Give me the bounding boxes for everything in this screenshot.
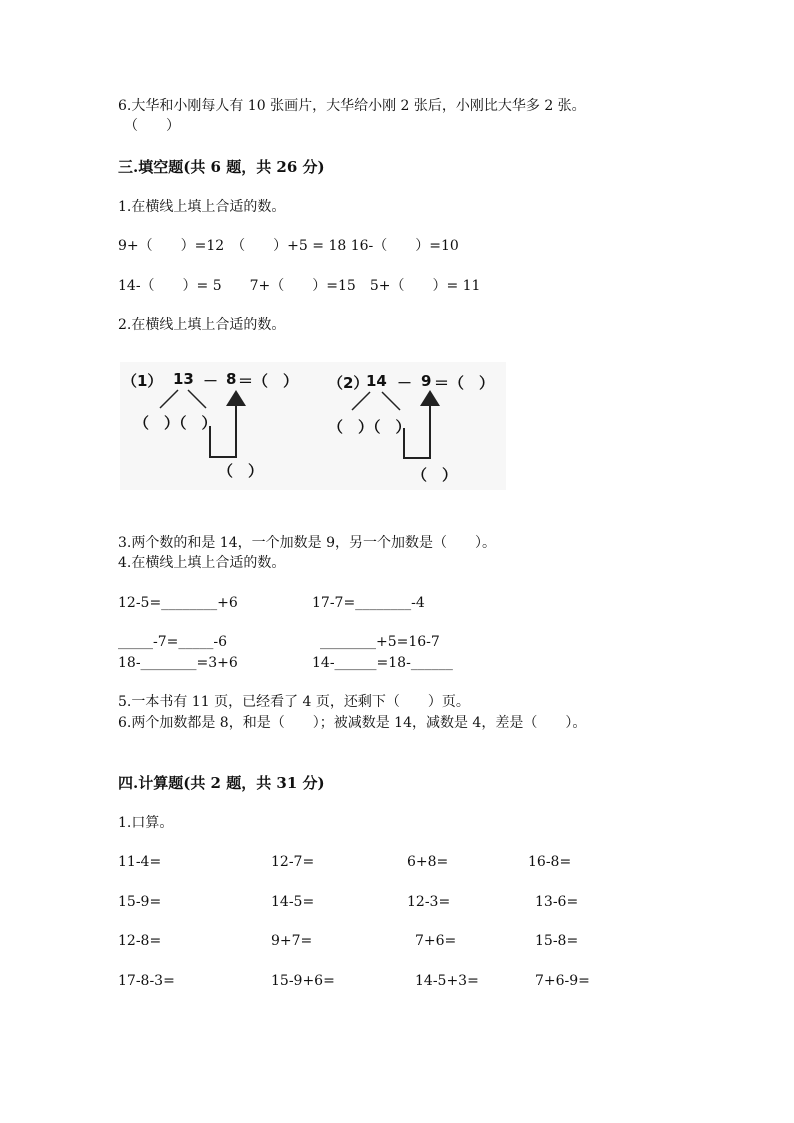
section-3-q1-prompt: 1.在横线上填上合适的数。 [118, 199, 286, 215]
oral-calc-item[interactable]: 14-5+3= [415, 973, 479, 989]
oral-calc-item[interactable]: 12-3= [407, 894, 451, 910]
judge-question-6: 6.大华和小刚每人有 10 张画片，大华给小刚 2 张后，小刚比大华多 2 张。 [118, 98, 586, 114]
figure-right-minuend: 14 [366, 372, 387, 390]
section-3-q1-row-2[interactable]: 14-（ ）= 5 7+（ ）=15 5+（ ）= 11 [118, 278, 481, 294]
section-3-q1-row-1[interactable]: 9+（ ）=12 （ ）+5 = 18 16-（ ）=10 [118, 238, 459, 254]
figure-right-split-blanks[interactable]: （ ）（ ） [328, 418, 411, 436]
oral-calc-item[interactable]: 9+7= [271, 933, 313, 949]
section-3-q3[interactable]: 3.两个数的和是 14，一个加数是 9，另一个加数是（ ）。 [118, 535, 496, 551]
section-3-q6[interactable]: 6.两个加数都是 8，和是（ ）；被减数是 14，减数是 4，差是（ ）。 [118, 715, 587, 731]
oral-calc-item[interactable]: 7+6= [415, 933, 457, 949]
section-4-q1-prompt: 1.口算。 [118, 815, 174, 831]
oral-calc-item[interactable]: 14-5= [271, 894, 315, 910]
figure-right-operator: － [397, 374, 413, 392]
left-branch-line-2 [188, 390, 206, 408]
oral-calc-item[interactable]: 17-8-3= [118, 973, 175, 989]
right-branch-line-1 [352, 392, 370, 410]
oral-calc-item[interactable]: 15-9+6= [271, 973, 335, 989]
oral-calc-item[interactable]: 15-8= [535, 933, 579, 949]
section-3-q4-r3c2[interactable]: 14-______=18-______ [312, 655, 453, 671]
section-3-q4-r3c1[interactable]: 18-________=3+6 [118, 655, 238, 671]
oral-calc-item[interactable]: 12-8= [118, 933, 162, 949]
section-3-q4-prompt: 4.在横线上填上合适的数。 [118, 555, 286, 571]
oral-calc-item[interactable]: 7+6-9= [535, 973, 590, 989]
section-3-heading: 三.填空题(共 6 题，共 26 分) [118, 158, 325, 176]
figure-left-operator: － [203, 372, 219, 390]
section-3-q4-r1c2[interactable]: 17-7=________-4 [312, 595, 425, 611]
subtraction-decomposition-figure [120, 362, 506, 490]
section-3-q5[interactable]: 5.一本书有 11 页，已经看了 4 页，还剩下（ ）页。 [118, 694, 470, 710]
figure-left-subtrahend: 8 [226, 370, 237, 388]
oral-calc-item[interactable]: 13-6= [535, 894, 579, 910]
oral-calc-item[interactable]: 6+8= [407, 854, 449, 870]
figure-right-subtrahend: 9 [421, 372, 432, 390]
oral-calc-item[interactable]: 11-4= [118, 854, 162, 870]
section-3-q4-r1c1[interactable]: 12-5=________+6 [118, 595, 238, 611]
left-branch-line-1 [160, 390, 178, 408]
figure-left-label: （1） [122, 372, 163, 390]
judge-question-6-answer-blank[interactable]: （ ） [124, 118, 180, 134]
section-4-heading: 四.计算题(共 2 题，共 31 分) [118, 774, 325, 792]
figure-right-result-blank[interactable]: ＝（ ） [434, 374, 495, 392]
figure-left-bottom-blank[interactable]: （ ） [218, 462, 264, 480]
oral-calc-item[interactable]: 16-8= [528, 854, 572, 870]
oral-calc-item[interactable]: 12-7= [271, 854, 315, 870]
figure-right-bottom-blank[interactable]: （ ） [412, 466, 458, 484]
oral-calc-item[interactable]: 15-9= [118, 894, 162, 910]
figure-left-minuend: 13 [173, 370, 194, 388]
figure-left-result-blank[interactable]: ＝（ ） [238, 372, 299, 390]
section-3-q4-r2c1[interactable]: _____-7=_____-6 [118, 634, 228, 650]
right-branch-line-2 [382, 392, 400, 410]
figure-left-split-blanks[interactable]: （ ）（ ） [134, 414, 217, 432]
section-3-q4-r2c2[interactable]: ________+5=16-7 [320, 634, 440, 650]
section-3-q2-prompt: 2.在横线上填上合适的数。 [118, 317, 286, 333]
figure-right-label: （2） [328, 374, 369, 392]
